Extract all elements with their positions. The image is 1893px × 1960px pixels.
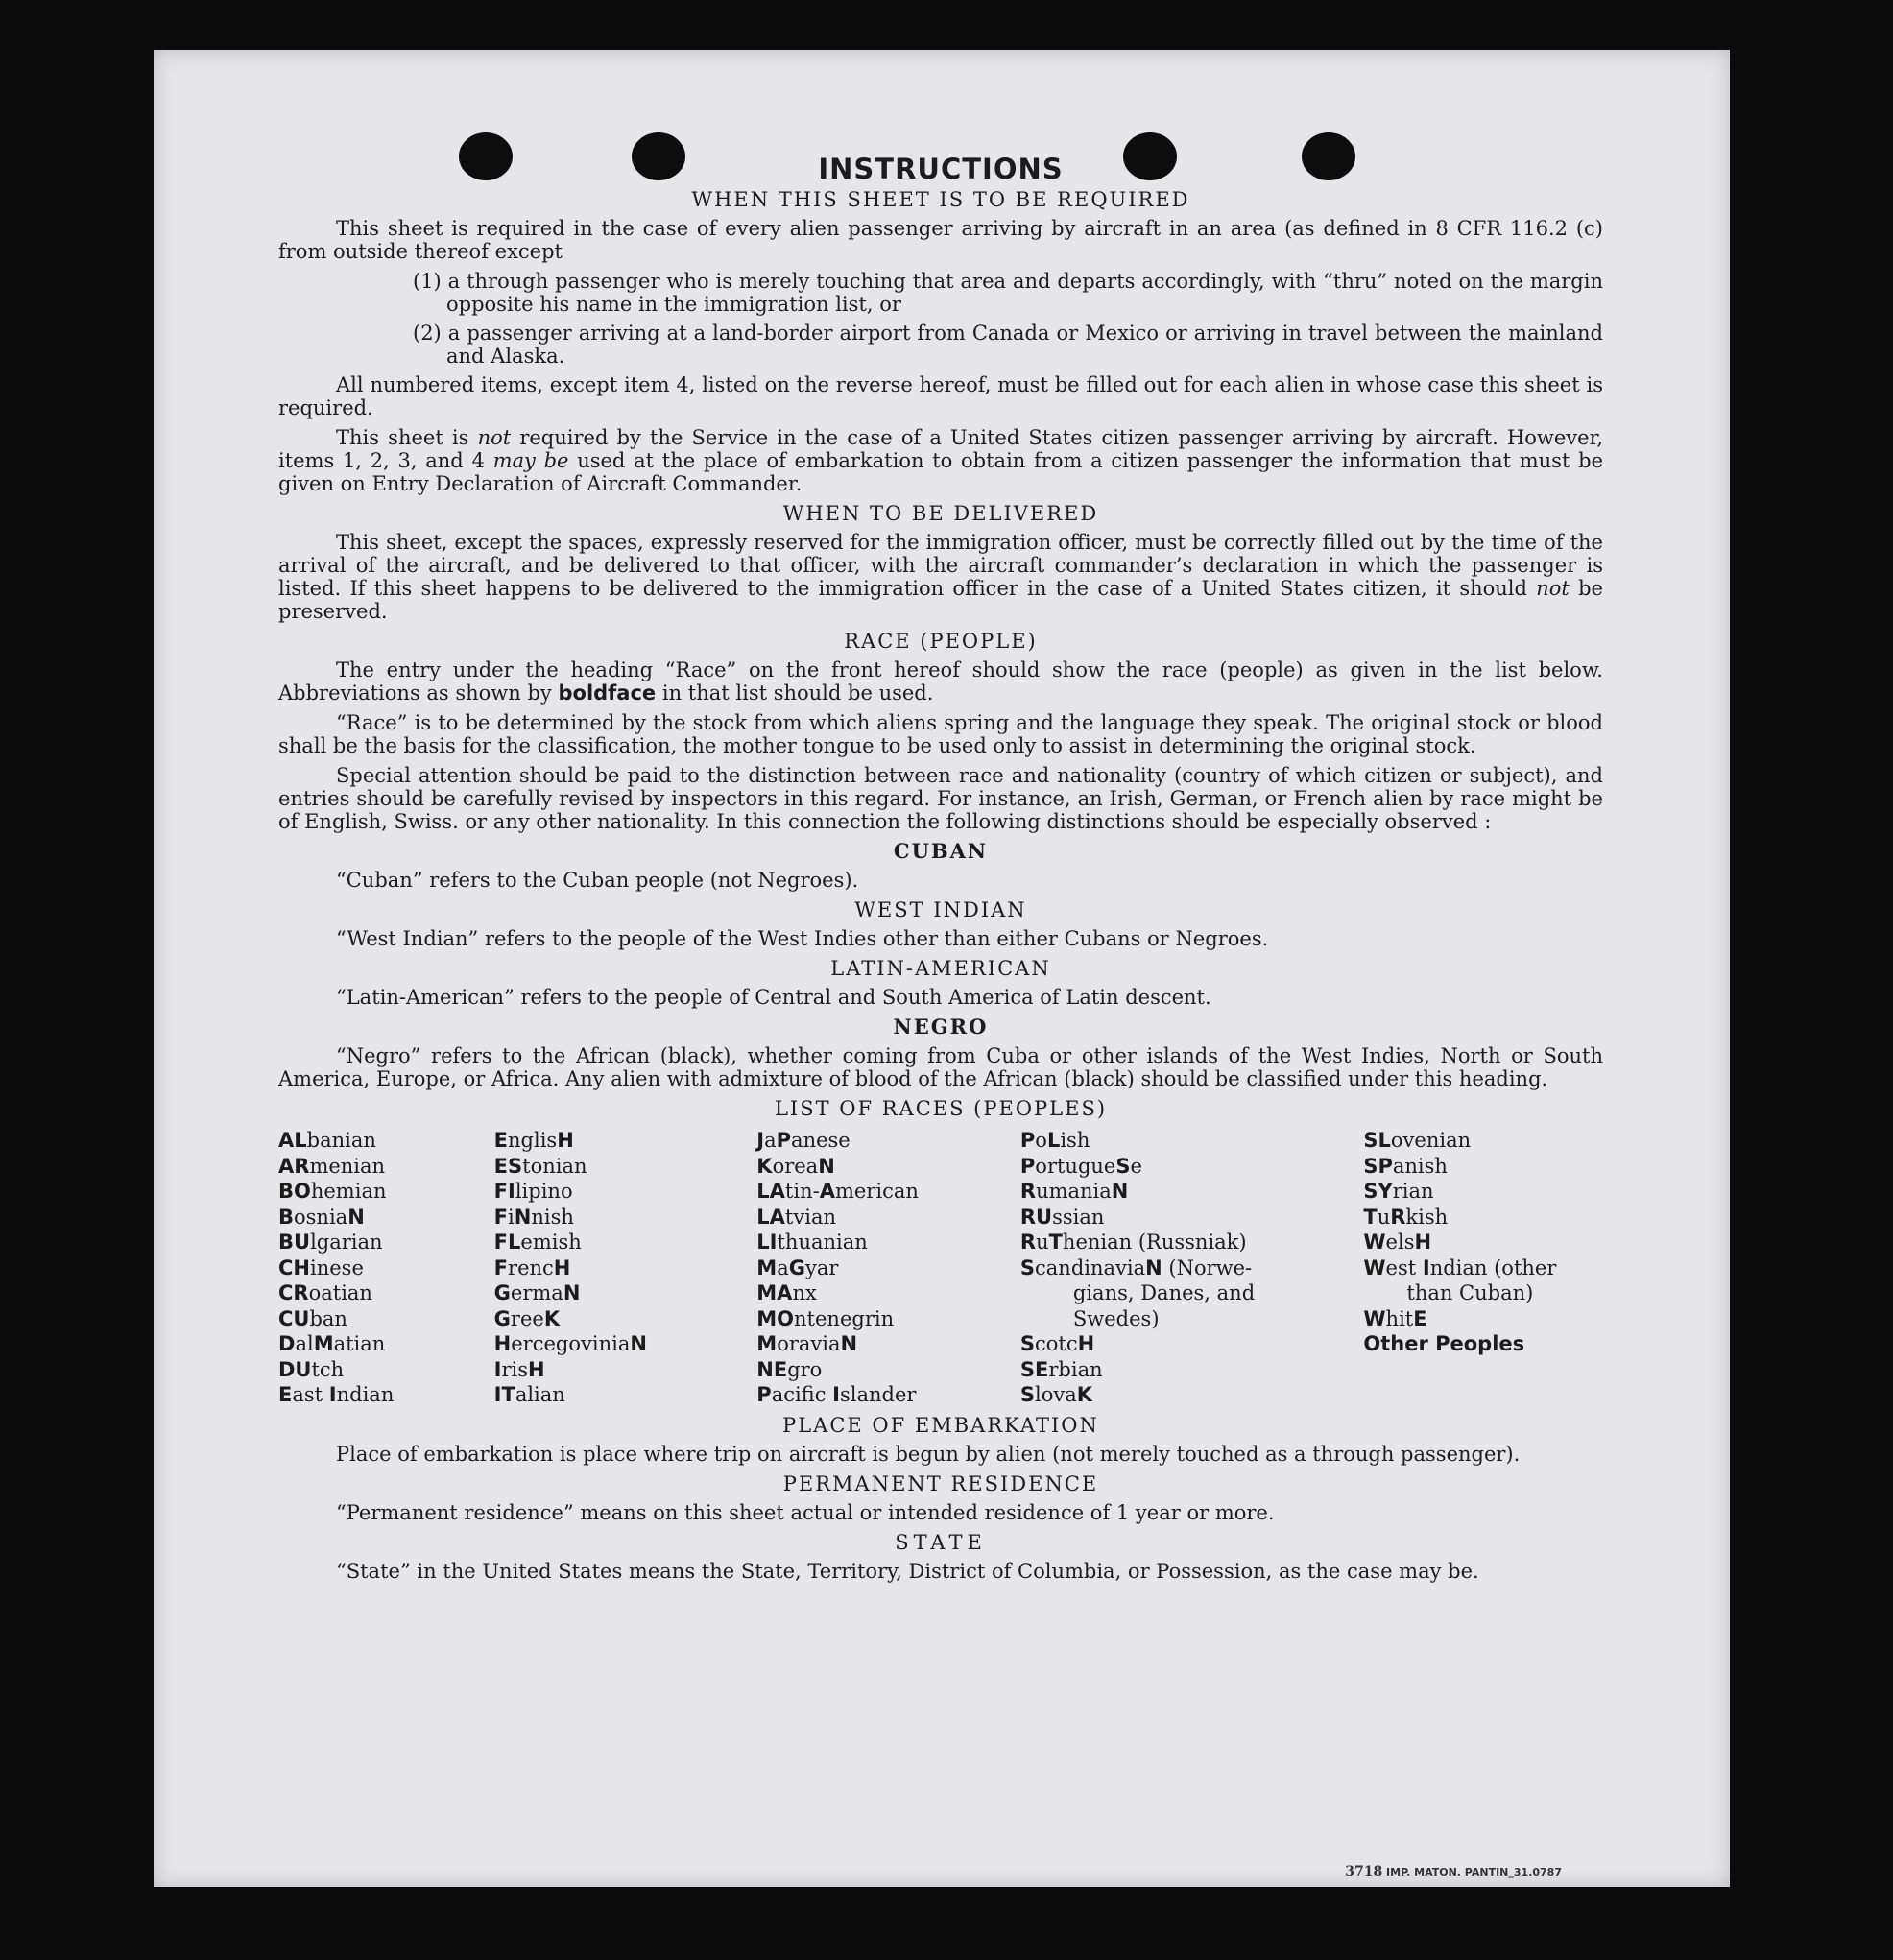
race-item: CHinese — [278, 1255, 364, 1279]
race-item: ALbanian — [278, 1129, 376, 1152]
paragraph-race-entry: The entry under the heading “Race” on the front hereof should show the race (people) as given in the list below. Abbreviations as shown by boldface in that list should be used. — [278, 658, 1603, 705]
race-item: ScotcH — [1019, 1332, 1095, 1355]
race-item: EnglisH — [493, 1129, 574, 1152]
paragraph-west-indian: “West Indian” refers to the people of the West Indies other than either Cubans or Negroes. — [336, 927, 1269, 950]
race-item: Pacific Islander — [756, 1383, 917, 1406]
heading-embarkation: PLACE OF EMBARKATION — [782, 1413, 1099, 1437]
race-item: TuRkish — [1363, 1205, 1449, 1229]
races-column-4 — [1020, 1128, 1363, 1408]
race-item: East Indian — [278, 1383, 395, 1406]
paragraph-citizen: This sheet is not required by the Service in the case of a United States citizen passenger arriving by aircraft. However, items 1, 2, 3, and 4 may be used at the place of embarkation to obtain from a citizen passenger the information that must be given on Entry Declaration of Aircraft Commander. — [278, 426, 1604, 495]
race-item: SErbian — [1019, 1357, 1103, 1381]
paragraph-state: “State” in the United States means the State, Territory, District of Columbia, or Possession, as the case may be. — [336, 1559, 1479, 1583]
race-item: JaPanese — [756, 1129, 851, 1152]
race-item: MOntenegrin — [756, 1306, 895, 1330]
heading-residence: PERMANENT RESIDENCE — [782, 1471, 1099, 1495]
paragraph-required-intro: This sheet is required in the case of every alien passenger arriving by aircraft in an area (as defined in 8 CFR 116.2 (c) from outside thereof except — [278, 217, 1603, 263]
printer-mark — [1345, 1864, 1562, 1879]
races-column-1 — [278, 1128, 494, 1408]
paragraph-delivery: This sheet, except the spaces, expressly reserved for the immigration officer, must be correctly filled out by the time of the arrival of the aircraft, and be delivered to that officer, with the aircraft commander’s declaration in which the passenger is listed. If this sheet happens to be delivered to the immigration officer in the case of a United States citizen, it should not be preserved. — [278, 531, 1603, 623]
instructions-body — [278, 153, 1604, 1590]
heading-west-indian: WEST INDIAN — [854, 898, 1027, 921]
races-column-2 — [494, 1128, 757, 1408]
heading-list-of-races: LIST OF RACES (PEOPLES) — [774, 1097, 1108, 1120]
paragraph-race-definition: “Race” is to be determined by the stock from which aliens spring and the language they speak. The original stock or blood shall be the basis for the classification, the mother tongue to be used only to assist in determining the original stock. — [278, 711, 1603, 757]
race-item: Other Peoples — [1363, 1332, 1525, 1355]
heading-when-required: WHEN THIS SHEET IS TO BE REQUIRED — [691, 188, 1190, 211]
race-item: LIthuanian — [756, 1231, 868, 1254]
exception-item-1: (1) a through passenger who is merely touching that area and departs accordingly, with “thru” noted on the margin opposite his name in the immigration list, or — [413, 270, 1603, 316]
race-item: SPanish — [1363, 1154, 1448, 1178]
race-item: MoraviaN — [756, 1332, 858, 1355]
race-item: HercegoviniaN — [493, 1332, 647, 1355]
form-number: 3718 — [1345, 1864, 1383, 1879]
race-item: FiNnish — [493, 1205, 574, 1229]
race-item: West Indian (other — [1363, 1255, 1557, 1279]
race-item: RUssian — [1019, 1205, 1105, 1229]
paragraph-numbered-items: All numbered items, except item 4, listed on the reverse hereof, must be filled out for each alien in whose case this sheet is required. — [278, 373, 1603, 419]
heading-state: STATE — [895, 1530, 987, 1554]
race-item: DalMatian — [278, 1332, 386, 1355]
race-item: ARmenian — [278, 1154, 386, 1178]
paragraph-residence: “Permanent residence” means on this sheet actual or intended residence of 1 year or more. — [336, 1500, 1275, 1524]
race-item: EStonian — [493, 1154, 587, 1178]
race-item: DUtch — [278, 1357, 345, 1381]
race-item: GermaN — [493, 1281, 581, 1304]
race-item: SLovenian — [1363, 1129, 1472, 1152]
paragraph-cuban: “Cuban” refers to the Cuban people (not Negroes). — [336, 869, 859, 892]
race-item: GreeK — [493, 1306, 561, 1330]
paragraph-latin-american: “Latin-American” refers to the people of Central and South America of Latin descent. — [336, 986, 1211, 1009]
exception-item-2: (2) a passenger arriving at a land-border airport from Canada or Mexico or arriving in travel between the mainland and Alaska. — [413, 322, 1603, 368]
paragraph-negro: “Negro” refers to the African (black), whether coming from Cuba or other islands of the West Indies, North or South America, Europe, or Africa. Any alien with admixture of blood of the African (black) should be classified under this heading. — [278, 1044, 1603, 1090]
page-title: INSTRUCTIONS — [818, 153, 1064, 185]
race-item: Swedes) — [1072, 1306, 1160, 1330]
race-item: PoLish — [1019, 1129, 1090, 1152]
races-list — [278, 1128, 1603, 1408]
document-page — [154, 50, 1730, 1887]
race-item: FrencH — [493, 1255, 571, 1279]
paragraph-race-nationality: Special attention should be paid to the distinction between race and nationality (country of which citizen or subject), and entries should be carefully revised by inspectors in this regard. For instance, an Irish, German, or French alien by race might be of English, Swiss. or any other nationality. In this connection the following distinctions should be especially observed : — [278, 764, 1603, 833]
heading-race: RACE (PEOPLE) — [844, 630, 1038, 653]
race-item: FIlipino — [493, 1180, 573, 1203]
race-item: ScandinaviaN (Norwe- — [1019, 1255, 1253, 1279]
race-item: BUlgarian — [278, 1231, 383, 1254]
race-item: MAnx — [756, 1281, 817, 1304]
races-column-5 — [1363, 1128, 1603, 1408]
paragraph-embarkation: Place of embarkation is place where trip on aircraft is begun by alien (not merely touched as a through passenger). — [336, 1442, 1521, 1466]
race-item: WhitE — [1363, 1306, 1427, 1330]
race-item: RuThenian (Russniak) — [1019, 1231, 1247, 1254]
race-item: SlovaK — [1019, 1383, 1093, 1406]
race-item: ITalian — [493, 1383, 565, 1406]
race-item: MaGyar — [756, 1255, 839, 1279]
races-column-3 — [756, 1128, 1020, 1408]
heading-negro: NEGRO — [893, 1015, 989, 1039]
race-item: FLemish — [493, 1231, 582, 1254]
race-item: than Cuban) — [1406, 1281, 1534, 1304]
race-item: CUban — [278, 1306, 347, 1330]
race-item: LAtin-American — [756, 1180, 919, 1203]
heading-when-delivered: WHEN TO BE DELIVERED — [782, 502, 1099, 525]
race-item: RumaniaN — [1019, 1180, 1129, 1203]
race-item: SYrian — [1363, 1180, 1434, 1203]
heading-cuban: CUBAN — [893, 839, 989, 863]
printer-imprint: IMP. MATON. PANTIN_31.0787 — [1386, 1866, 1562, 1878]
race-item: CRoatian — [278, 1281, 372, 1304]
race-item: LAtvian — [756, 1205, 836, 1229]
race-item: BOhemian — [278, 1180, 387, 1203]
race-item: BosniaN — [278, 1205, 365, 1229]
race-item: NEgro — [756, 1357, 823, 1381]
race-item: IrisH — [493, 1357, 545, 1381]
race-item: WelsH — [1363, 1231, 1432, 1254]
race-item: PortugueSe — [1019, 1154, 1142, 1178]
race-item: gians, Danes, and — [1072, 1281, 1256, 1304]
heading-latin-american: LATIN-AMERICAN — [830, 957, 1051, 980]
race-item: KoreaN — [756, 1154, 835, 1178]
